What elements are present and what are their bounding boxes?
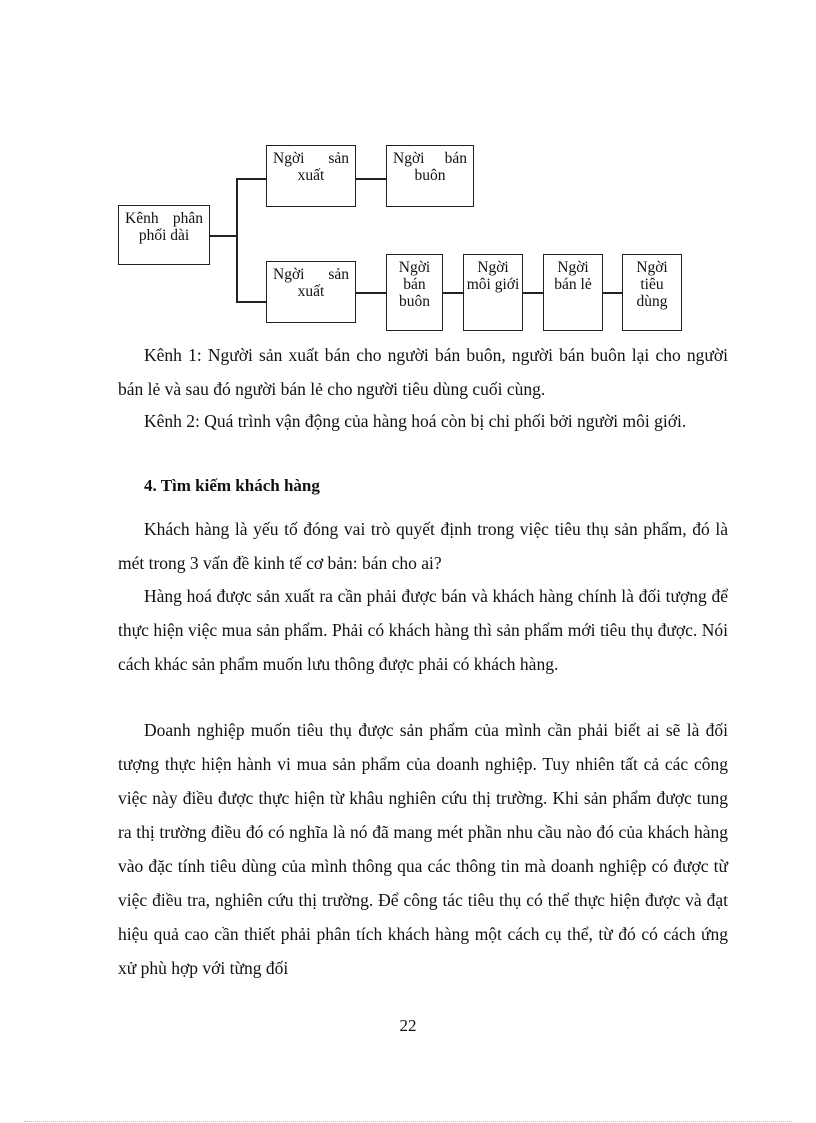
ch2-broker-label: Ngời môi giới bbox=[466, 259, 520, 293]
channel2-description: Kênh 2: Quá trình vận động của hàng hoá còn bị chi phối bởi người môi giới. bbox=[144, 411, 687, 431]
ch2-broker-box bbox=[463, 254, 523, 331]
ch2-consumer-box bbox=[622, 254, 682, 331]
ch2-retailer-box bbox=[543, 254, 603, 331]
paragraph-1: Khách hàng là yếu tố đóng vai trò quyết định trong việc tiêu thụ sản phẩm, đó là mét trong 3 vấn đề kinh tế cơ bản: bán cho ai? bbox=[118, 519, 728, 573]
paragraph-3: Doanh nghiệp muốn tiêu thụ được sản phẩm của mình cần phải biết ai sẽ là đối tượng thực hiện hành vi mua sản phẩm của doanh nghiệp. Tuy nhiên tất cả các công việc này điều được thực hiện từ khâu nghiên cứu thị trường. Khi sản phẩm được tung ra thị trường điều đó có nghĩa là nó đã mang mét phần nhu cầu nào đó của khách hàng vào đặc tính tiêu dùng của mình thông qua các thông tin mà doanh nghiệp có được từ việc điều tra, nghiên cứu thị trường. Để công tác tiêu thụ có thể thực hiện được và đạt hiệu quả cao cần thiết phải phân tích khách hàng một cách cụ thể, từ đó có cách ứng xử phù hợp với từng đối bbox=[118, 720, 728, 978]
connector-ch1 bbox=[236, 178, 266, 180]
connector-ch2-a bbox=[356, 292, 386, 294]
paragraph-2: Hàng hoá được sản xuất ra cần phải được bán và khách hàng chính là đối tượng để thực hiện việc mua sản phẩm. Phải có khách hàng thì sản phẩm mới tiêu thụ được. Nói cách khác sản phẩm muốn lưu thông được phải có khách hàng. bbox=[118, 586, 728, 674]
connector-ch2-b bbox=[443, 292, 463, 294]
ch2-retailer-label: Ngời bán lẻ bbox=[554, 259, 592, 293]
connector-ch2-d bbox=[603, 292, 622, 294]
connector-root bbox=[210, 235, 237, 237]
page-number: 22 bbox=[399, 1016, 417, 1035]
ch1-wholesaler-label: Ngời bán buôn bbox=[393, 150, 467, 184]
ch1-producer-box bbox=[266, 145, 356, 207]
ch2-producer-label: Ngời sản xuất bbox=[273, 266, 349, 300]
ch2-wholesaler-box bbox=[386, 254, 443, 331]
connector-ch2-c bbox=[523, 292, 543, 294]
root-label: Kênh phân phối dài bbox=[125, 210, 203, 244]
ch1-wholesaler-box bbox=[386, 145, 474, 207]
ch2-wholesaler-label: Ngời bán buôn bbox=[398, 259, 431, 310]
channel1-description: Kênh 1: Người sản xuất bán cho người bán buôn, người bán buôn lại cho người bán lẻ và sau đó người bán lẻ cho người tiêu dùng cuối cùng. bbox=[118, 345, 728, 399]
ch1-producer-label: Ngời sản xuất bbox=[273, 150, 349, 184]
root-box bbox=[118, 205, 210, 265]
ch2-producer-box bbox=[266, 261, 356, 323]
section-heading: 4. Tìm kiếm khách hàng bbox=[144, 476, 320, 495]
ch2-consumer-label: Ngời tiêu dùng bbox=[636, 259, 668, 310]
connector-ch1-a bbox=[356, 178, 386, 180]
connector-ch2 bbox=[236, 301, 266, 303]
connector-vertical bbox=[236, 178, 238, 302]
page-bottom-rule bbox=[24, 1121, 792, 1122]
